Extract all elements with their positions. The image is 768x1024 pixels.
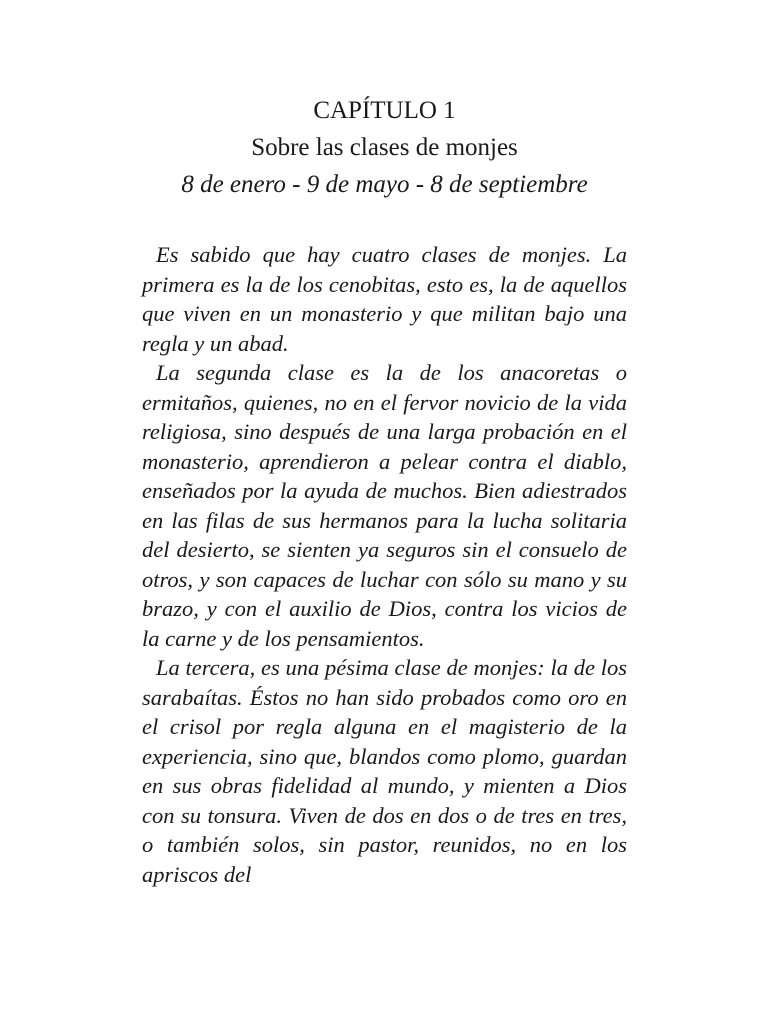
chapter-heading (142, 92, 627, 203)
body-text (142, 240, 627, 889)
paragraph-cenobitas: Es sabido que hay cuatro clases de monjes. La primera es la de los cenobitas, esto es, la de aquellos que viven en un monasterio y que militan bajo una regla y un abad. (142, 242, 627, 356)
chapter-title: Sobre las clases de monjes (251, 134, 518, 161)
chapter-dates: 8 de enero - 9 de mayo - 8 de septiembre (181, 171, 588, 198)
chapter-number: CAPÍTULO 1 (313, 97, 456, 124)
document-page (142, 92, 627, 889)
paragraph-anacoretas: La segunda clase es la de los anacoretas o ermitaños, quienes, no en el fervor novicio de la vida religiosa, sino después de una larga probación en el monasterio, aprendieron a pelear contra el diablo, enseñados por la ayuda de muchos. Bien adiestrados en las filas de sus hermanos para la lucha solitaria del desierto, se sienten ya seguros sin el consuelo de otros, y son capaces de luchar con sólo su mano y su brazo, y con el auxilio de Dios, contra los vicios de la carne y de los pensamientos. (142, 360, 627, 651)
paragraph-sarabaitas: La tercera, es una pésima clase de monjes: la de los sarabaítas. Éstos no han sido probados como oro en el crisol por regla alguna en el magisterio de la experiencia, sino que, blandos como plomo, guardan en sus obras fidelidad al mundo, y mienten a Dios con su tonsura. Viven de dos en dos o de tres en tres, o también solos, sin pastor, reunidos, no en los apriscos del (142, 655, 627, 887)
